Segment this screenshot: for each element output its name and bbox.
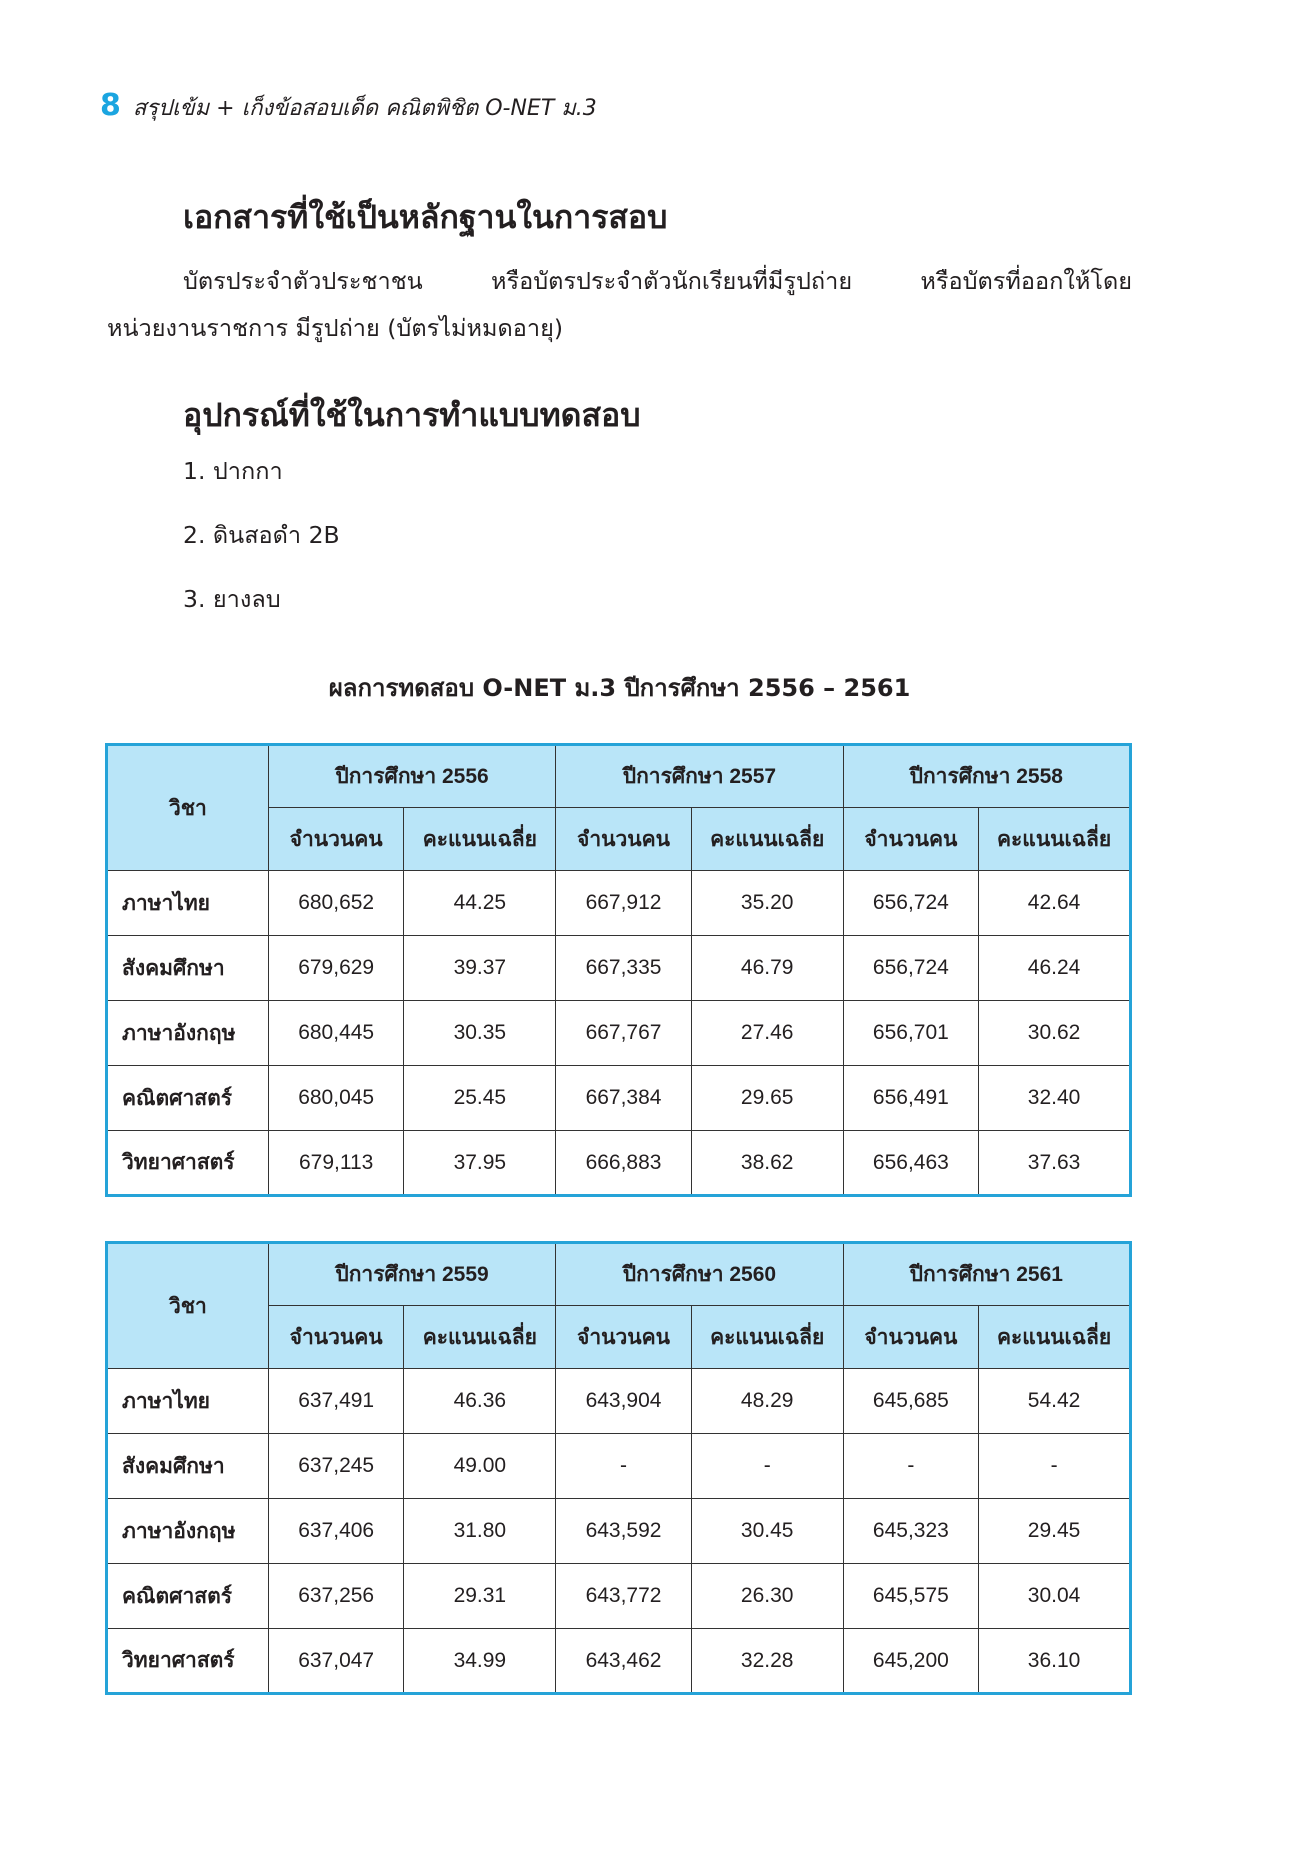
average-cell: - <box>691 1434 843 1499</box>
average-cell: 31.80 <box>404 1499 556 1564</box>
average-cell: 34.99 <box>404 1629 556 1694</box>
table-row <box>107 1564 1131 1629</box>
count-header: จำนวนคน <box>556 1306 692 1369</box>
count-cell: 656,491 <box>843 1066 979 1131</box>
average-cell: 30.04 <box>979 1564 1131 1629</box>
average-cell: 39.37 <box>404 936 556 1001</box>
table-row <box>107 1131 1131 1196</box>
documents-line-2: หน่วยงานราชการ มีรูปถ่าย (บัตรไม่หมดอายุ) <box>107 314 564 342</box>
year-header: ปีการศึกษา 2556 <box>268 745 555 808</box>
year-header: ปีการศึกษา 2557 <box>556 745 843 808</box>
count-cell: 679,629 <box>268 936 404 1001</box>
count-cell: - <box>556 1434 692 1499</box>
documents-heading: เอกสารที่ใช้เป็นหลักฐานในการสอบ <box>183 198 668 236</box>
count-cell: 637,406 <box>268 1499 404 1564</box>
average-cell: 32.40 <box>979 1066 1131 1131</box>
subject-cell: วิทยาศาสตร์ <box>107 1131 269 1196</box>
average-cell: 36.10 <box>979 1629 1131 1694</box>
average-cell: 46.36 <box>404 1369 556 1434</box>
average-cell: 32.28 <box>691 1629 843 1694</box>
count-cell: 656,724 <box>843 936 979 1001</box>
table-row <box>107 1001 1131 1066</box>
subject-cell: ภาษาไทย <box>107 1369 269 1434</box>
count-cell: 680,445 <box>268 1001 404 1066</box>
average-cell: - <box>979 1434 1131 1499</box>
count-cell: 679,113 <box>268 1131 404 1196</box>
average-cell: 30.62 <box>979 1001 1131 1066</box>
count-cell: 667,767 <box>556 1001 692 1066</box>
average-cell: 42.64 <box>979 871 1131 936</box>
count-cell: 643,462 <box>556 1629 692 1694</box>
count-cell: 667,335 <box>556 936 692 1001</box>
year-header: ปีการศึกษา 2559 <box>268 1243 555 1306</box>
count-cell: 637,245 <box>268 1434 404 1499</box>
count-cell: 667,912 <box>556 871 692 936</box>
average-header: คะแนนเฉลี่ย <box>979 1306 1131 1369</box>
equipment-item-pencil: 2. ดินสอดำ 2B <box>183 521 340 549</box>
count-cell: 645,323 <box>843 1499 979 1564</box>
average-header: คะแนนเฉลี่ย <box>404 1306 556 1369</box>
average-cell: 35.20 <box>691 871 843 936</box>
count-header: จำนวนคน <box>268 808 404 871</box>
count-cell: 645,685 <box>843 1369 979 1434</box>
year-header: ปีการศึกษา 2560 <box>556 1243 843 1306</box>
count-header: จำนวนคน <box>843 808 979 871</box>
average-header: คะแนนเฉลี่ย <box>979 808 1131 871</box>
average-cell: 48.29 <box>691 1369 843 1434</box>
count-cell: 656,701 <box>843 1001 979 1066</box>
equipment-heading: อุปกรณ์ที่ใช้ในการทำแบบทดสอบ <box>183 396 641 434</box>
count-cell: 645,200 <box>843 1629 979 1694</box>
average-cell: 54.42 <box>979 1369 1131 1434</box>
table-row <box>107 1434 1131 1499</box>
table-row <box>107 1629 1131 1694</box>
year-header: ปีการศึกษา 2561 <box>843 1243 1130 1306</box>
average-cell: 29.65 <box>691 1066 843 1131</box>
subject-header: วิชา <box>107 745 269 871</box>
average-cell: 37.95 <box>404 1131 556 1196</box>
documents-line-1: บัตรประจำตัวประชาชน หรือบัตรประจำตัวนักเรียนที่มีรูปถ่าย หรือบัตรที่ออกให้โดย <box>183 267 1132 295</box>
count-cell: 643,592 <box>556 1499 692 1564</box>
count-cell: 666,883 <box>556 1131 692 1196</box>
count-header: จำนวนคน <box>843 1306 979 1369</box>
count-cell: 680,652 <box>268 871 404 936</box>
count-header: จำนวนคน <box>556 808 692 871</box>
subject-cell: วิทยาศาสตร์ <box>107 1629 269 1694</box>
count-cell: 643,772 <box>556 1564 692 1629</box>
table-row <box>107 1369 1131 1434</box>
table-caption: ผลการทดสอบ O-NET ม.3 ปีการศึกษา 2556 – 2561 <box>328 674 911 702</box>
subject-cell: คณิตศาสตร์ <box>107 1564 269 1629</box>
table-row <box>107 871 1131 936</box>
count-cell: 637,256 <box>268 1564 404 1629</box>
average-cell: 25.45 <box>404 1066 556 1131</box>
subject-header: วิชา <box>107 1243 269 1369</box>
onet-results-table-2559-2561 <box>105 1241 1132 1695</box>
average-header: คะแนนเฉลี่ย <box>404 808 556 871</box>
average-cell: 38.62 <box>691 1131 843 1196</box>
count-cell: 656,463 <box>843 1131 979 1196</box>
table-row <box>107 936 1131 1001</box>
average-cell: 46.79 <box>691 936 843 1001</box>
subject-cell: ภาษาไทย <box>107 871 269 936</box>
year-header: ปีการศึกษา 2558 <box>843 745 1130 808</box>
average-cell: 46.24 <box>979 936 1131 1001</box>
count-cell: 667,384 <box>556 1066 692 1131</box>
average-cell: 37.63 <box>979 1131 1131 1196</box>
count-cell: 637,047 <box>268 1629 404 1694</box>
average-cell: 44.25 <box>404 871 556 936</box>
documents-paragraph <box>107 258 1132 352</box>
count-header: จำนวนคน <box>268 1306 404 1369</box>
average-header: คะแนนเฉลี่ย <box>691 1306 843 1369</box>
subject-cell: สังคมศึกษา <box>107 936 269 1001</box>
count-cell: - <box>843 1434 979 1499</box>
count-cell: 637,491 <box>268 1369 404 1434</box>
count-cell: 645,575 <box>843 1564 979 1629</box>
onet-results-table-2556-2558 <box>105 743 1132 1197</box>
subject-cell: คณิตศาสตร์ <box>107 1066 269 1131</box>
subject-cell: ภาษาอังกฤษ <box>107 1001 269 1066</box>
average-cell: 29.31 <box>404 1564 556 1629</box>
average-cell: 27.46 <box>691 1001 843 1066</box>
average-cell: 30.45 <box>691 1499 843 1564</box>
page-number: 8 <box>100 88 121 123</box>
table-row <box>107 1066 1131 1131</box>
count-cell: 680,045 <box>268 1066 404 1131</box>
equipment-item-pen: 1. ปากกา <box>183 457 283 485</box>
count-cell: 643,904 <box>556 1369 692 1434</box>
average-header: คะแนนเฉลี่ย <box>691 808 843 871</box>
count-cell: 656,724 <box>843 871 979 936</box>
average-cell: 29.45 <box>979 1499 1131 1564</box>
equipment-item-eraser: 3. ยางลบ <box>183 585 281 613</box>
average-cell: 30.35 <box>404 1001 556 1066</box>
book-title: สรุปเข้ม + เก็งข้อสอบเด็ด คณิตพิชิต O-NET ม.3 <box>132 96 597 121</box>
subject-cell: สังคมศึกษา <box>107 1434 269 1499</box>
table-row <box>107 1499 1131 1564</box>
average-cell: 26.30 <box>691 1564 843 1629</box>
subject-cell: ภาษาอังกฤษ <box>107 1499 269 1564</box>
running-header <box>100 88 597 125</box>
average-cell: 49.00 <box>404 1434 556 1499</box>
equipment-list <box>183 455 340 647</box>
